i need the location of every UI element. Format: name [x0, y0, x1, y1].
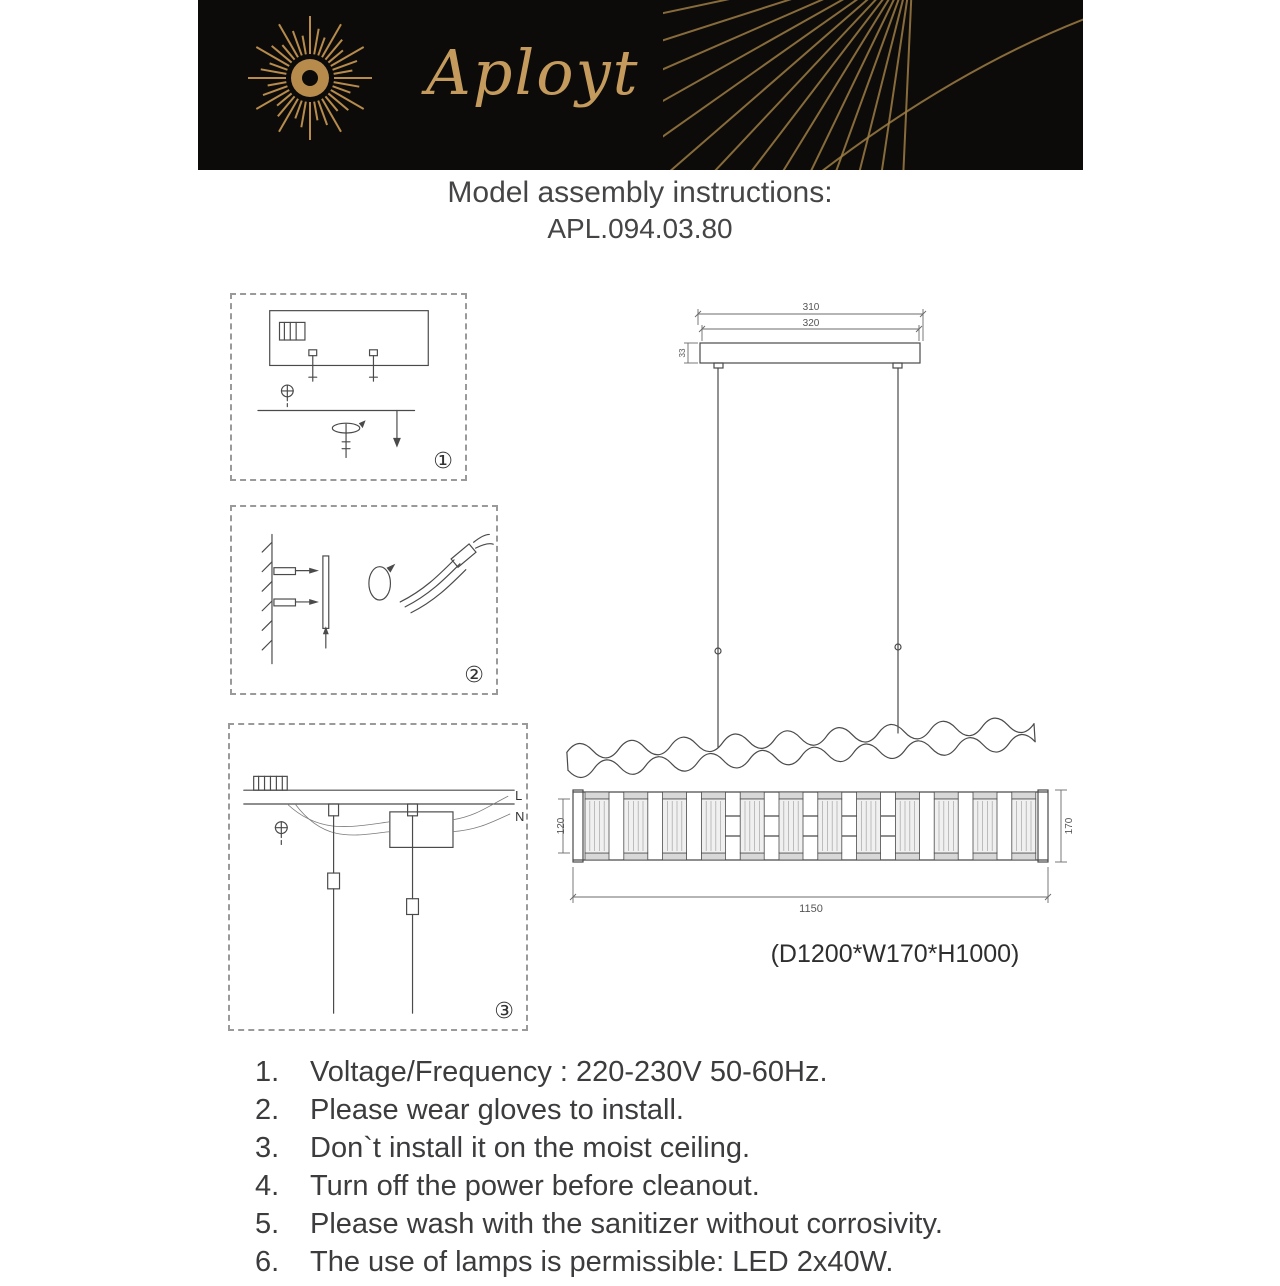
step2-panel	[230, 505, 498, 695]
step3-badge: ③	[494, 999, 514, 1024]
step1-panel	[230, 293, 467, 481]
item-text: Turn off the power before cleanout.	[310, 1172, 760, 1201]
item-number: 2.	[255, 1096, 310, 1125]
item-number: 1.	[255, 1058, 310, 1087]
wall-screws	[274, 568, 319, 606]
item-number: 4.	[255, 1172, 310, 1201]
instruction-list	[255, 1058, 1095, 1286]
ceiling-plate	[244, 776, 514, 804]
wires	[287, 796, 510, 835]
item-text: The use of lamps is permissible: LED 2x40W.	[310, 1248, 893, 1277]
dim-120-label: 120	[556, 817, 567, 834]
brand-banner	[198, 0, 1083, 170]
item-text: Don`t install it on the moist ceiling.	[310, 1134, 750, 1163]
item-number: 3.	[255, 1134, 310, 1163]
mounting-line-and-arrow	[258, 410, 415, 447]
step2-diagram	[232, 507, 496, 693]
brand-name: Aployt	[426, 36, 640, 109]
item-text: Please wear gloves to install.	[310, 1096, 684, 1125]
page-title: Model assembly instructions:	[0, 176, 1280, 210]
dim-320-label: 320	[803, 318, 820, 329]
sunburst-logo-icon	[245, 13, 375, 143]
crystal-segments	[585, 792, 1036, 860]
list-item	[255, 1210, 1095, 1239]
rotation-arrow-icon	[369, 564, 395, 600]
item-text: Please wash with the sanitizer without corrosivity.	[310, 1210, 943, 1239]
wire-neutral-label: N	[515, 809, 524, 824]
decorative-rays-icon	[663, 0, 1083, 170]
list-item	[255, 1134, 1095, 1163]
list-item	[255, 1248, 1095, 1277]
wall-section	[262, 534, 272, 663]
dim-310-label: 310	[803, 302, 820, 313]
wavy-glass-profile	[566, 716, 1035, 779]
item-text: Voltage/Frequency : 220-230V 50-60Hz.	[310, 1058, 828, 1087]
step3-diagram	[230, 725, 526, 1029]
dim-33-label: 33	[678, 348, 687, 357]
step2-badge: ②	[464, 663, 484, 688]
screw-top-icon	[281, 385, 293, 407]
step1-badge: ①	[433, 449, 453, 474]
dim-1150-label: 1150	[799, 903, 823, 915]
ceiling-plate-drawing	[270, 311, 429, 381]
list-item	[255, 1096, 1095, 1125]
mounting-bracket	[323, 556, 329, 648]
suspension-rods	[328, 804, 419, 1013]
wire-live-label: L	[515, 788, 522, 803]
list-item	[255, 1058, 1095, 1087]
model-number: APL.094.03.80	[0, 213, 1280, 245]
screw-top-icon	[275, 822, 287, 846]
chandelier-dimension-drawing	[555, 295, 1075, 995]
list-item	[255, 1172, 1095, 1201]
rotating-screw-icon	[332, 420, 365, 457]
step3-panel	[228, 723, 528, 1031]
driver-box	[390, 812, 453, 848]
wire-splice-detail	[400, 534, 493, 612]
item-number: 6.	[255, 1248, 310, 1277]
canopy-and-cables	[700, 343, 920, 747]
step1-diagram	[232, 295, 465, 479]
overall-dimensions: (D1200*W170*H1000)	[745, 940, 1045, 969]
item-number: 5.	[255, 1210, 310, 1239]
dim-170-label: 170	[1064, 817, 1075, 834]
